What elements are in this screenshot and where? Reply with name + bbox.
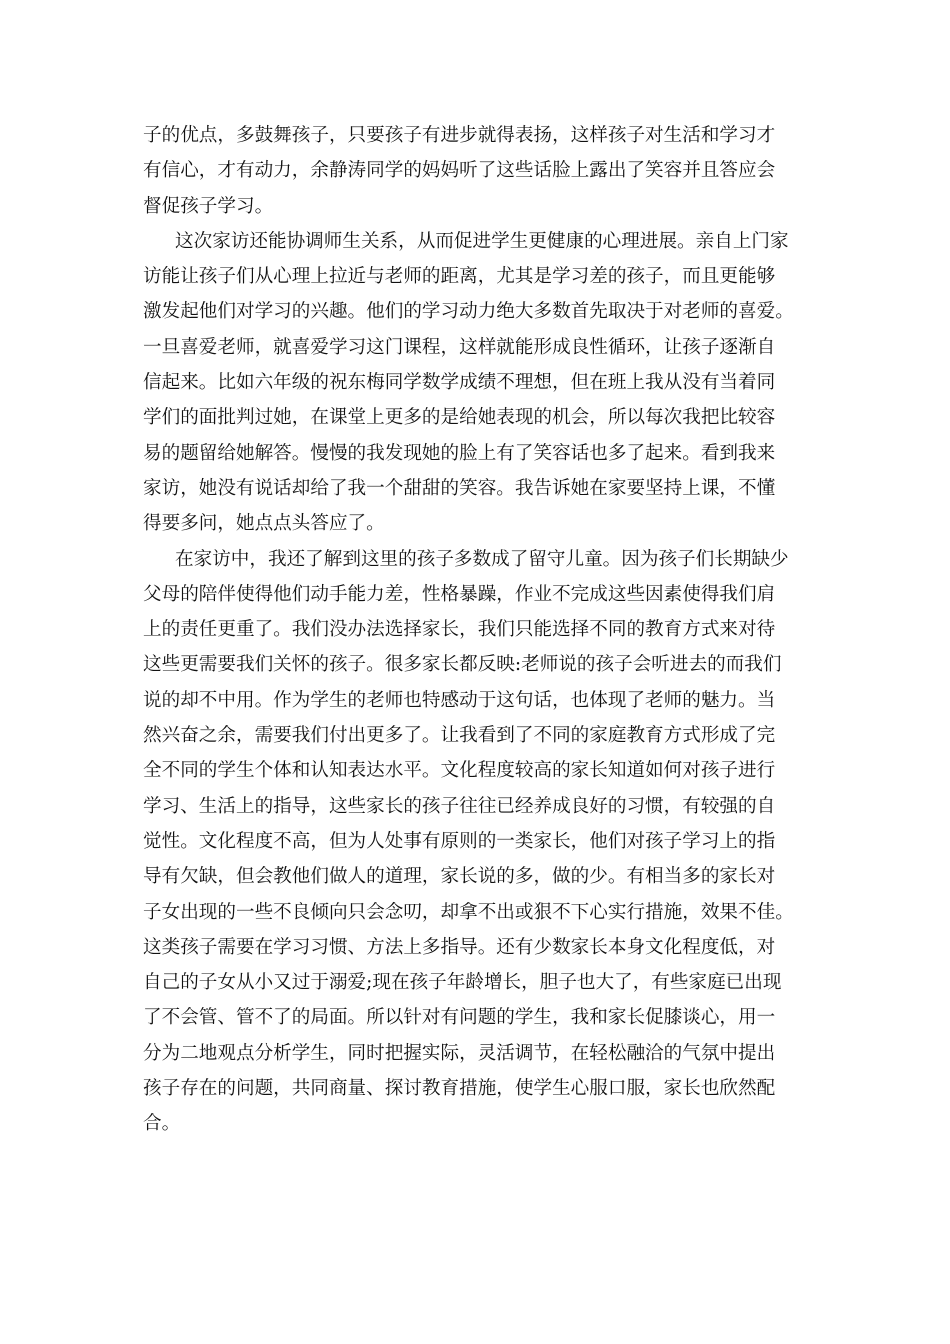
paragraph-start-line: 在家访中，我还了解到这里的孩子多数成了留守儿童。因为孩子们长期缺少 [175,548,789,570]
text-line: 激发起他们对学习的兴趣。他们的学习动力绝大多数首先取决于对老师的喜爱。 [143,301,794,323]
text-line: 觉性。文化程度不高，但为人处事有原则的一类家长，他们对孩子学习上的指 [143,830,776,852]
text-line: 说的却不中用。作为学生的老师也特感动于这句话，也体现了老师的魅力。当 [143,689,776,711]
paragraph-start-line: 这次家访还能协调师生关系，从而促进学生更健康的心理进展。亲自上门家 [175,230,789,252]
text-line: 分为二地观点分析学生，同时把握实际，灵活调节，在轻松融洽的气氛中提出 [143,1042,776,1064]
text-line: 督促孩子学习。 [143,195,274,217]
text-line: 有信心，才有动力，余静涛同学的妈妈听了这些话脸上露出了笑容并且答应会 [143,160,776,182]
text-line: 易的题留给她解答。慢慢的我发现她的脸上有了笑容话也多了起来。看到我来 [143,442,776,464]
text-line: 子女出现的一些不良倾向只会念叨，却拿不出或狠不下心实行措施，效果不佳。 [143,901,794,923]
document-body [143,118,808,1142]
text-line: 家访，她没有说话却给了我一个甜甜的笑容。我告诉她在家要坚持上课，不懂 [143,477,776,499]
text-line: 孩子存在的问题，共同商量、探讨教育措施，使学生心服口服，家长也欣然配 [143,1078,776,1100]
text-line: 信起来。比如六年级的祝东梅同学数学成绩不理想，但在班上我从没有当着同 [143,372,776,394]
text-line: 全不同的学生个体和认知表达水平。文化程度较高的家长知道如何对孩子进行 [143,760,776,782]
text-line: 子的优点，多鼓舞孩子，只要孩子有进步就得表扬，这样孩子对生活和学习才 [143,125,776,146]
text-line: 学习、生活上的指导，这些家长的孩子往往已经养成良好的习惯，有较强的自 [143,795,776,817]
text-line: 这类孩子需要在学习习惯、方法上多指导。还有少数家长本身文化程度低，对 [143,936,776,958]
text-line: 上的责任更重了。我们没办法选择家长，我们只能选择不同的教育方式来对待 [143,619,776,641]
text-line: 合。 [143,1113,181,1135]
text-line: 了不会管、管不了的局面。所以针对有问题的学生，我和家长促膝谈心，用一 [143,1007,776,1029]
text-line: 然兴奋之余，需要我们付出更多了。让我看到了不同的家庭教育方式形成了完 [143,725,776,747]
text-line: 这些更需要我们关怀的孩子。很多家长都反映:老师说的孩子会听进去的而我们 [143,654,782,676]
text-line: 得要多问，她点点头答应了。 [143,513,385,535]
text-line: 访能让孩子们从心理上拉近与老师的距离，尤其是学习差的孩子，而且更能够 [143,266,776,288]
text-line: 自己的子女从小又过于溺爱;现在孩子年龄增长，胆子也大了，有些家庭已出现 [143,972,782,994]
text-line: 导有欠缺，但会教他们做人的道理，家长说的多，做的少。有相当多的家长对 [143,866,776,888]
text-line: 父母的陪伴使得他们动手能力差，性格暴躁，作业不完成这些因素使得我们肩 [143,583,776,605]
text-line: 一旦喜爱老师，就喜爱学习这门课程，这样就能形成良性循环，让孩子逐渐自 [143,336,776,358]
text-line: 学们的面批判过她，在课堂上更多的是给她表现的机会，所以每次我把比较容 [143,407,776,429]
